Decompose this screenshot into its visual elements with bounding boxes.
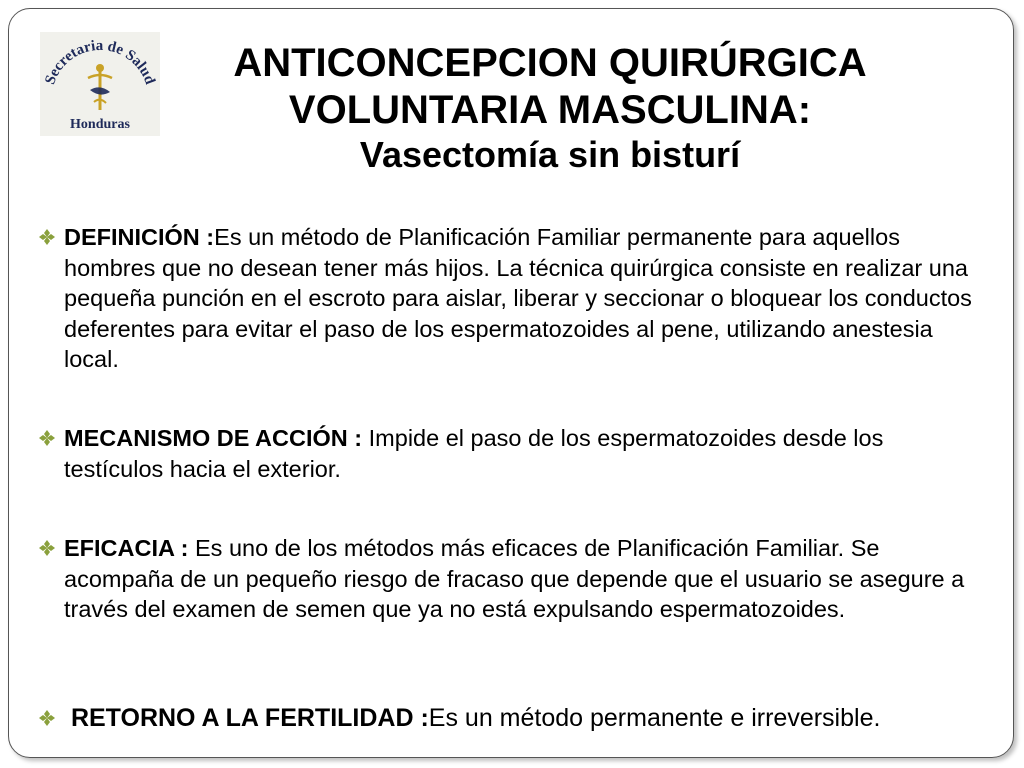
diamond-bullet-icon [38, 222, 64, 251]
bullet-text [64, 222, 989, 375]
bullet-label: DEFINICIÓN : [64, 224, 215, 250]
seal-icon [40, 32, 160, 136]
bullet-label: EFICACIA : [64, 535, 195, 561]
diamond-bullet-icon [38, 423, 64, 452]
secretaria-de-salud-logo [40, 32, 160, 136]
bullet-eficacia [38, 533, 989, 625]
diamond-bullet-icon [38, 533, 64, 562]
bullet-body: Impide el paso de los espermatozoides desde los testículos hacia el exterior. [64, 425, 884, 482]
bullet-mecanismo [38, 423, 989, 484]
bullet-body: Es uno de los métodos más eficaces de Planificación Familiar. Se acompaña de un pequeño riesgo de fracaso que depende que el usuario se asegure a través del examen de semen que ya no está expulsando espermatozoides. [64, 535, 965, 622]
bullet-text [64, 423, 989, 484]
title-line-1: ANTICONCEPCION QUIRÚRGICA [233, 41, 867, 85]
bullet-label: RETORNO A LA FERTILIDAD : [64, 704, 429, 732]
slide-title [150, 40, 950, 176]
bullet-label: MECANISMO DE ACCIÓN : [64, 425, 369, 451]
bullet-body: Es un método de Planificación Familiar permanente para aquellos hombres que no desean tener más hijos. La técnica quirúrgica consiste en realizar una pequeña punción en el escroto para aislar, liberar y seccionar o bloquear los conductos deferentes para evitar el paso de los espermatozoides al pene, utilizando anestesia local. [64, 224, 972, 372]
logo-arc-text: Secretaria de Salud [42, 37, 158, 87]
title-line-2: VOLUNTARIA MASCULINA: [288, 87, 812, 132]
logo-country: Honduras [70, 117, 130, 132]
bullet-retorno-fertilidad [38, 703, 989, 734]
title-subtitle: Vasectomía sin bisturí [359, 133, 741, 175]
bullet-text [64, 533, 989, 625]
bullet-definicion [38, 222, 989, 375]
bullet-text [64, 703, 989, 734]
bullet-body: Es un método permanente e irreversible. [428, 704, 881, 732]
diamond-bullet-icon [38, 703, 64, 732]
